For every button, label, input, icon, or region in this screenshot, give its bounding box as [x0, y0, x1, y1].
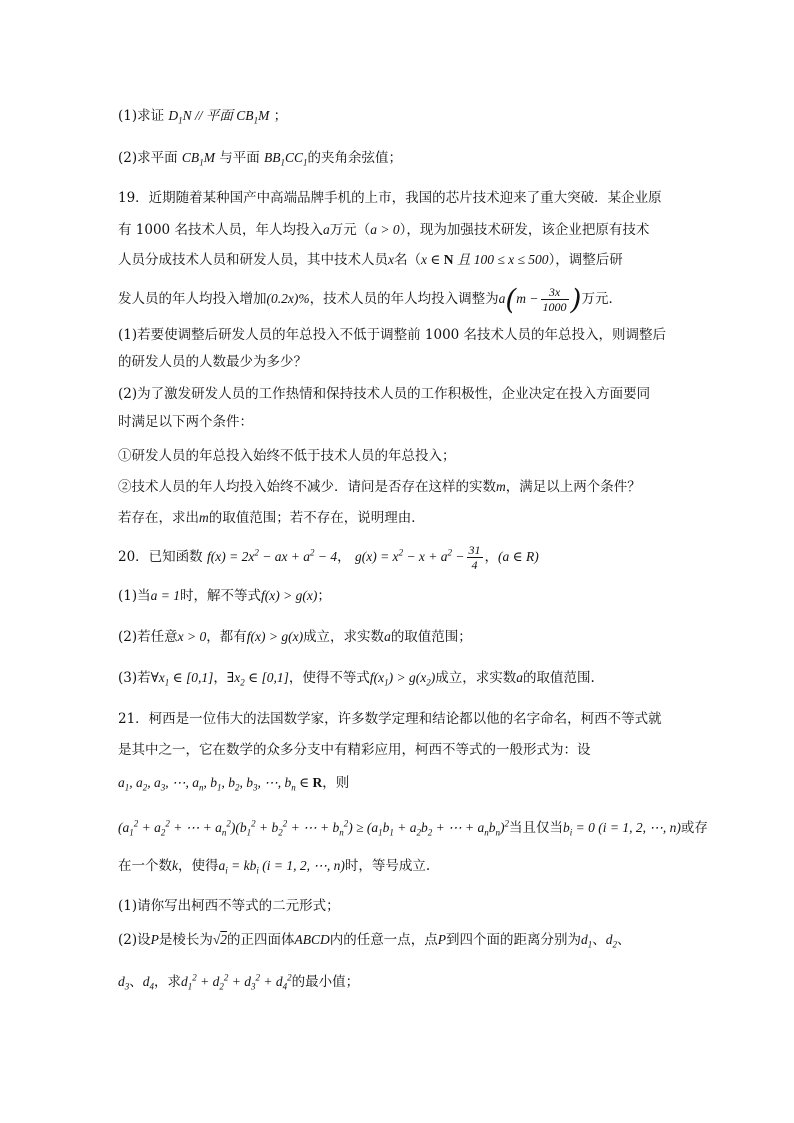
q21-line1: 21．柯西是一位伟大的法国数学家，许多数学定理和结论都以他的名字命名，柯西不等式就: [118, 711, 662, 727]
q19-line4-a: 发人员的年人均投入增加: [118, 291, 267, 307]
q21-part2-a: (2)设: [118, 932, 151, 948]
q20-intro-text: 20．已知函数: [118, 549, 203, 565]
q19-question-b: 的取值范围；若不存在，说明理由．: [208, 510, 425, 526]
q19-part1-line1: (1)若要使调整后研发人员的年总投入不低于调整前 1000 名技术人员的年总投入，则调整后: [118, 327, 667, 343]
q20-part3-e: 的取值范围.: [522, 670, 595, 686]
q21-line5-c: 时，等号成立.: [344, 858, 431, 874]
q20-x-gt-0: x > 0: [177, 629, 207, 644]
q19-condition2-b: ，满足以上两个条件？: [505, 479, 641, 495]
q19-part2-line2: 时满足以下两个条件：: [118, 414, 253, 430]
q20-part3-a: (3)若: [118, 670, 151, 686]
q21-line5-b: ，使得: [178, 858, 219, 874]
q19-line3: [118, 250, 623, 270]
q21-part2-b: 是棱长为: [158, 932, 213, 948]
q19-line4-c: 万元．: [581, 291, 622, 307]
q18-part1-math: $D_1N$ // 平面 $CB_1M$: [168, 108, 270, 126]
q19-line4: [118, 283, 622, 316]
q20-part2-b: ，都有: [206, 629, 247, 645]
q21-line4: [118, 814, 708, 842]
q21-line3: [118, 773, 349, 793]
q18-part2-mid: 与平面: [219, 150, 260, 166]
q19-part1-line2: 的研发人员的人数最少为多少？: [118, 354, 307, 370]
q20-g-def: $g(x) = x^2 - x + a^2$ − $\frac{31}{4}$: [354, 543, 481, 573]
q21-line5-a: 在一个数: [118, 858, 172, 874]
q21-line3-end: ，则: [322, 775, 350, 791]
q20-part3: (3)若$\forall x_1$ ∈ [0,1]，$\exists x_2$ ∈ [0,1]，使得不等式$f(x_1) > g(x_2)$成立，求实数a的取值范围.: [118, 670, 595, 688]
q21-cond-b-zero: $b_i = 0$ (i = 1, 2, ⋯, n): [562, 820, 681, 838]
q19-line2: [118, 220, 649, 240]
q19-line2-b: 万元（: [329, 222, 371, 238]
q20-a-eq-1: a = 1: [150, 588, 180, 603]
q19-line2-a: 有 1000 名技术人员，年人均投入: [118, 222, 323, 238]
q19-line3-b: 名（: [394, 252, 421, 268]
q19-line3-a: 人员分成技术人员和研发人员，其中技术人员: [118, 252, 388, 268]
q19-condition2: [118, 477, 641, 497]
q21-part2-cont-b: 的最小值；: [291, 974, 360, 990]
q19-frac-num: 3x: [541, 285, 569, 300]
q19-question: [118, 508, 425, 528]
q19-line3-c: ），调整后研: [548, 252, 623, 268]
q19-question-a: 若存在，求出: [118, 510, 199, 526]
q19-line2-c: ），现为加强技术研发，该企业把原有技术: [399, 222, 650, 238]
q20-part1: [118, 586, 331, 606]
q20-part2-a: (2)若任意: [118, 629, 178, 645]
q21-vars: $a_1$, $a_2$, $a_3$, ⋯, $a_n$, $b_1$, $b_2$, $b_3$, ⋯, $b_n$ ∈ R: [118, 775, 323, 793]
q20-part3-d: 成立，求实数: [435, 670, 517, 686]
q20-ineq-2: f(x) > g(x): [246, 629, 304, 644]
q20-ineq-3: $f(x_1) > g(x_2)$: [369, 670, 436, 688]
q20-part1-a: (1)当: [118, 588, 151, 604]
q21-line4-end: 或存: [680, 820, 708, 836]
q18-part1-end: ；: [273, 108, 288, 124]
q18-part1-label: (1)求证: [118, 108, 165, 124]
q19-condition1: ①研发人员的年总投入始终不低于技术人员的年总投入；: [118, 448, 456, 464]
q20-f-def: $f(x) = 2x^2$ − ax + $a^2 - 4$: [206, 547, 338, 564]
q20-part3-c: ，使得不等式: [288, 670, 370, 686]
q21-cauchy-ineq: ($a_1^2 + a_2^2$ + ⋯ + $a_n^2)(b_1^2 + b_2^2$ + ⋯ + $b_n^2) \ge (a_1b_1 + a_2b_2$ + ⋯ + $a_nb_n)^2$: [118, 818, 509, 838]
q19-part2-line1: (2)为了激发研发人员的工作热情和保持技术人员的工作积极性，企业决定在投入方面要同: [118, 386, 651, 402]
q20-part1-c: ；: [317, 588, 331, 604]
q19-cond-x: x ∈ N 且 100 ≤ x ≤ 500: [421, 252, 549, 267]
q19-var-m2: m: [199, 510, 209, 525]
q21-sqrt2: √2: [212, 932, 228, 947]
q18-plane2: $BB_1CC_1$: [264, 150, 308, 168]
q18-part2: [118, 148, 402, 168]
q18-part2-end: 的夹角余弦值；: [307, 150, 403, 166]
q19-frac-den: 1000: [542, 300, 567, 315]
q19-line4-b: ，技术人员的年人均投入调整为: [309, 291, 499, 307]
q19-cond-a: a > 0: [370, 222, 400, 237]
q21-line5: 在一个数k，使得$a_i = kb_i$ (i = 1, 2, ⋯, n)时，等号成立.: [118, 858, 431, 876]
q20-part2-d: 的取值范围；: [390, 629, 472, 645]
q18-plane1: $CB_1M$: [181, 150, 215, 168]
q20-part2: (2)若任意x > 0，都有f(x) > g(x)成立，求实数a的取值范围；: [118, 629, 472, 645]
q21-part2-cont: $d_3$、$d_4$，求$d_1^2 + d_2^2 + d_3^2 + d_4^2$的最小值；: [118, 972, 360, 992]
q21-part1: (1)请你写出柯西不等式的二元形式；: [118, 898, 340, 914]
q21-sum-squares: $d_1^2 + d_2^2 + d_3^2 + d_4^2$: [181, 972, 292, 992]
q21-line4-mid: 当且仅当: [508, 820, 563, 836]
q21-line2: 是其中之一，它在数学的众多分支中有精彩应用，柯西不等式的一般形式为：设: [118, 742, 591, 758]
q20-part3-b: ，: [213, 670, 227, 686]
q20-domain: (a ∈ R): [498, 549, 539, 564]
q19-adjust-expr: a(m − $\frac{3x}{1000}$ ): [498, 282, 582, 316]
q18-part2-label: (2)求平面: [118, 150, 178, 166]
q20-forall: $\forall x_1$ ∈ [0,1]: [150, 670, 214, 688]
q21-part2: (2)设P是棱长为√2的正四面体ABCD内的任意一点，点P到四个面的距离分别为$d_1$、$d_2$、: [118, 932, 631, 950]
q21-cond-prop: $a_i = kb_i$ (i = 1, 2, ⋯, n): [218, 858, 345, 876]
q19-var-m: m: [496, 479, 506, 494]
q20-frac-den: 4: [471, 558, 478, 573]
q21-part2-c: 的正四面体: [227, 932, 295, 948]
q21-part2-d: 内的任意一点，点: [329, 932, 438, 948]
q19-line1: 19．近期随着某种国产中高端品牌手机的上市，我国的芯片技术迎来了重大突破．某企业原: [118, 190, 662, 206]
q19-increase-pct: (0.2x)%: [266, 291, 310, 306]
q21-part2-e: 到四个面的距离分别为: [446, 932, 582, 948]
q19-condition2-a: ②技术人员的年人均投入始终不减少．请问是否存在这样的实数: [118, 479, 496, 495]
q20-frac-num: 31: [468, 543, 481, 558]
q19-var-x: x: [388, 252, 394, 267]
q20-ineq-1: f(x) > g(x): [261, 588, 318, 603]
q20-intro: 20．已知函数 $f(x) = 2x^2$ − ax + $a^2 - 4$， $g(x) = x^2 - x + a^2$ − $\frac{31}{4}$ ，(a ∈ R): [118, 543, 539, 573]
q20-part2-c: 成立，求实数: [303, 629, 385, 645]
q18-part1: [118, 106, 287, 126]
q21-part2-cont-a: ，求: [154, 974, 181, 990]
q19-var-a: a: [322, 222, 330, 237]
q20-exists: $\exists x_2$ ∈ [0,1]: [226, 670, 289, 688]
q20-part1-b: 时，解不等式: [180, 588, 261, 604]
